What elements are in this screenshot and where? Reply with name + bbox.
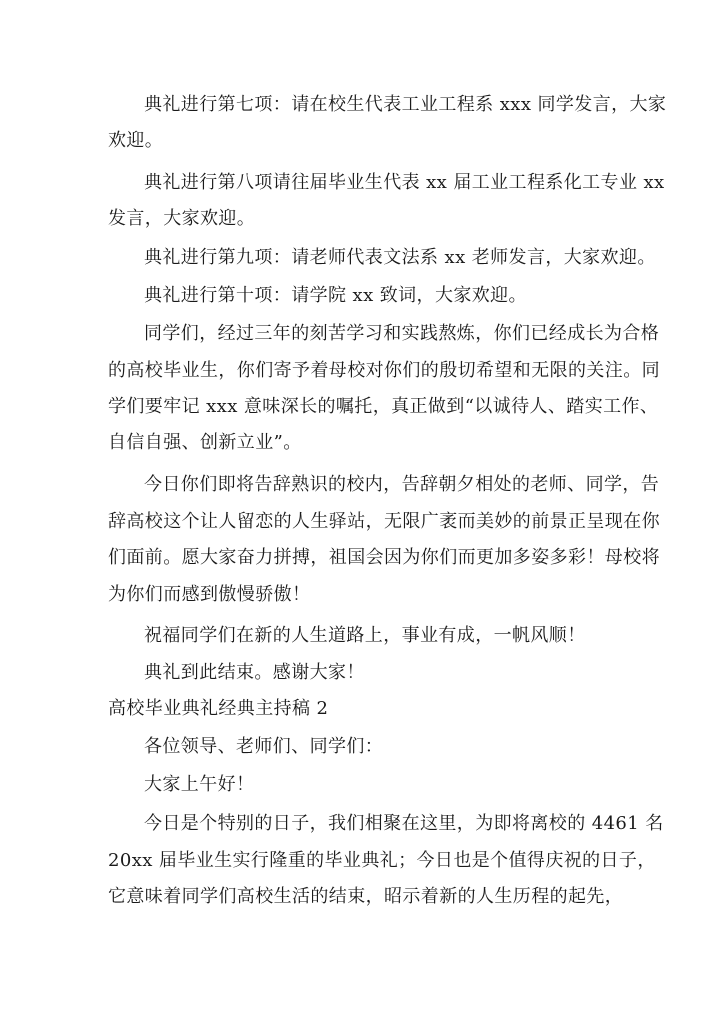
paragraph-line: 的高校毕业生，你们寄予着母校对你们的殷切希望和无限的关注。同 (108, 360, 660, 381)
paragraph-line: 大家上午好！ (144, 774, 255, 795)
paragraph-line: 它意味着同学们高校生活的结束，昭示着新的人生历程的起先， (108, 886, 624, 907)
paragraph-line: 同学们，经过三年的刻苦学习和实践熬炼，你们已经成长为合格 (144, 323, 660, 344)
paragraph-line: 自信自强、创新立业”。 (108, 432, 302, 453)
paragraph-line: 们面前。愿大家奋力拼搏，祖国会因为你们而更加多姿多彩！母校将 (108, 547, 660, 568)
paragraph-line: 各位领导、老师们、同学们： (144, 736, 384, 757)
paragraph-line: 典礼进行第八项请往届毕业生代表 xx 届工业工程系化工专业 xx (144, 172, 665, 193)
paragraph-line: 典礼进行第九项：请老师代表文法系 xx 老师发言，大家欢迎。 (144, 247, 656, 268)
paragraph-line: 20xx 届毕业生实行隆重的毕业典礼；今日也是个值得庆祝的日子， (108, 850, 656, 871)
section-heading: 高校毕业典礼经典主持稿 2 (108, 698, 329, 719)
paragraph-line: 辞高校这个让人留恋的人生驿站，无限广袤而美妙的前景正呈现在你 (108, 511, 660, 532)
paragraph-line: 典礼到此结束。感谢大家！ (144, 662, 365, 683)
paragraph-line: 今日是个特别的日子，我们相聚在这里，为即将离校的 4461 名 (144, 813, 664, 834)
paragraph-line: 今日你们即将告辞熟识的校内，告辞朝夕相处的老师、同学，告 (144, 474, 660, 495)
paragraph-line: 学们要牢记 xxx 意味深长的嘱托，真正做到“以诚待人、踏实工作、 (108, 396, 659, 417)
paragraph-line: 为你们而感到傲慢骄傲！ (108, 584, 311, 605)
paragraph-line: 典礼进行第十项：请学院 xx 致词，大家欢迎。 (144, 285, 527, 306)
paragraph-line: 祝福同学们在新的人生道路上，事业有成，一帆风顺！ (144, 625, 586, 646)
paragraph-line: 典礼进行第七项：请在校生代表工业工程系 xxx 同学发言，大家 (144, 94, 667, 115)
paragraph-line: 欢迎。 (108, 130, 164, 151)
paragraph-line: 发言，大家欢迎。 (108, 208, 256, 229)
